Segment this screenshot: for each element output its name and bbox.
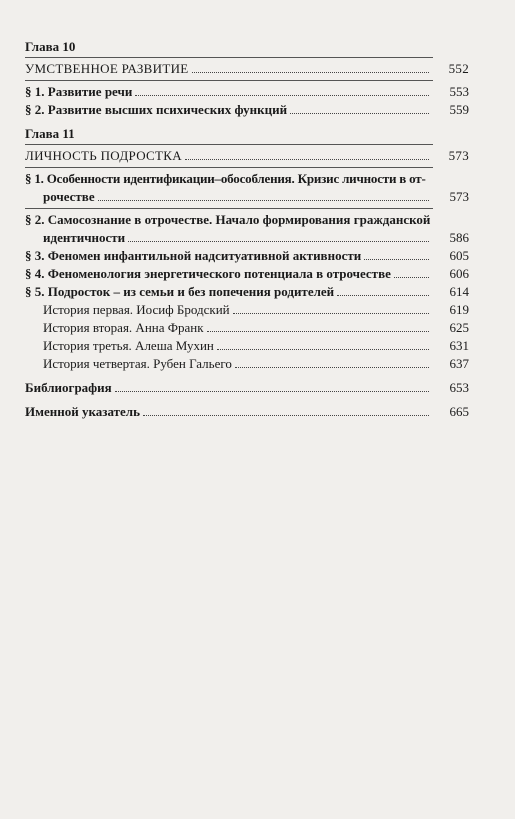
entry-text: § 4. Феноменология энергетического потенциала в отрочестве (25, 266, 391, 281)
dot-leader (207, 331, 429, 332)
toc-entry (25, 283, 469, 301)
entry-text-line-2: рочестве (43, 189, 95, 204)
page-number: 573 (449, 189, 469, 204)
entry-text: История вторая. Анна Франк (43, 320, 204, 335)
dot-leader (394, 277, 429, 278)
table-of-contents (25, 38, 469, 421)
entry-text: История первая. Иосиф Бродский (43, 302, 230, 317)
divider (25, 57, 433, 58)
page-number: 553 (449, 84, 469, 99)
entry-text: Именной указатель (25, 404, 140, 419)
chapter-10-label: Глава 10 (25, 39, 76, 54)
dot-leader (192, 72, 429, 73)
toc-entry (25, 265, 469, 283)
toc-entry (25, 83, 469, 101)
dot-leader (364, 259, 429, 260)
toc-entry (25, 211, 469, 247)
page-number: 573 (448, 148, 469, 163)
toc-entry-chapter-11-title (25, 147, 469, 165)
dot-leader (128, 241, 429, 242)
entry-text: История четвертая. Рубен Гальего (43, 356, 232, 371)
entry-text-line-1: § 2. Самосознание в отрочестве. Начало формирования гражданской (25, 212, 431, 227)
toc-entry-story (25, 301, 469, 319)
dot-leader (98, 200, 429, 201)
dot-leader (185, 159, 429, 160)
page-number: 637 (449, 356, 469, 371)
toc-entry-story (25, 319, 469, 337)
divider (25, 144, 433, 145)
toc-entry (25, 247, 469, 265)
page-number: 586 (449, 230, 469, 245)
page-number: 619 (449, 302, 469, 317)
divider (25, 208, 433, 209)
dot-leader (290, 113, 429, 114)
toc-entry (25, 170, 469, 206)
page-number: 605 (449, 248, 469, 263)
entry-text: Библиография (25, 380, 112, 395)
toc-entry (25, 101, 469, 119)
toc-entry-index (25, 403, 469, 421)
dot-leader (135, 95, 429, 96)
entry-text: § 2. Развитие высших психических функций (25, 102, 288, 117)
dot-leader (143, 415, 429, 416)
entry-text: История третья. Алеша Мухин (43, 338, 214, 353)
page-number: 606 (449, 266, 469, 281)
toc-entry-bibliography (25, 379, 469, 397)
entry-text-line-2: идентичности (43, 230, 126, 245)
toc-entry-story (25, 355, 469, 373)
page-number: 631 (449, 338, 469, 353)
dot-leader (115, 391, 429, 392)
dot-leader (235, 367, 429, 368)
page-number: 614 (449, 284, 469, 299)
divider (25, 80, 433, 81)
divider (25, 167, 433, 168)
dot-leader (217, 349, 429, 350)
toc-entry-story (25, 337, 469, 355)
page-number: 625 (449, 320, 469, 335)
entry-text: § 5. Подросток – из семьи и без попечения родителей (25, 284, 335, 299)
page-number: 559 (449, 102, 469, 117)
page-number: 552 (448, 61, 469, 76)
dot-leader (337, 295, 429, 296)
dot-leader (233, 313, 429, 314)
entry-text: УМСТВЕННОЕ РАЗВИТИЕ (25, 61, 189, 76)
entry-text-line-1: § 1. Особенности идентификации–обособления. Кризис личности в от- (25, 171, 426, 186)
toc-entry-chapter-10-title (25, 60, 469, 78)
page-number: 665 (449, 404, 469, 419)
page-number: 653 (449, 380, 469, 395)
chapter-11-label: Глава 11 (25, 126, 75, 141)
entry-text: § 3. Феномен инфантильной надситуативной активности (25, 248, 362, 263)
entry-text: ЛИЧНОСТЬ ПОДРОСТКА (25, 148, 182, 163)
entry-text: § 1. Развитие речи (25, 84, 133, 99)
